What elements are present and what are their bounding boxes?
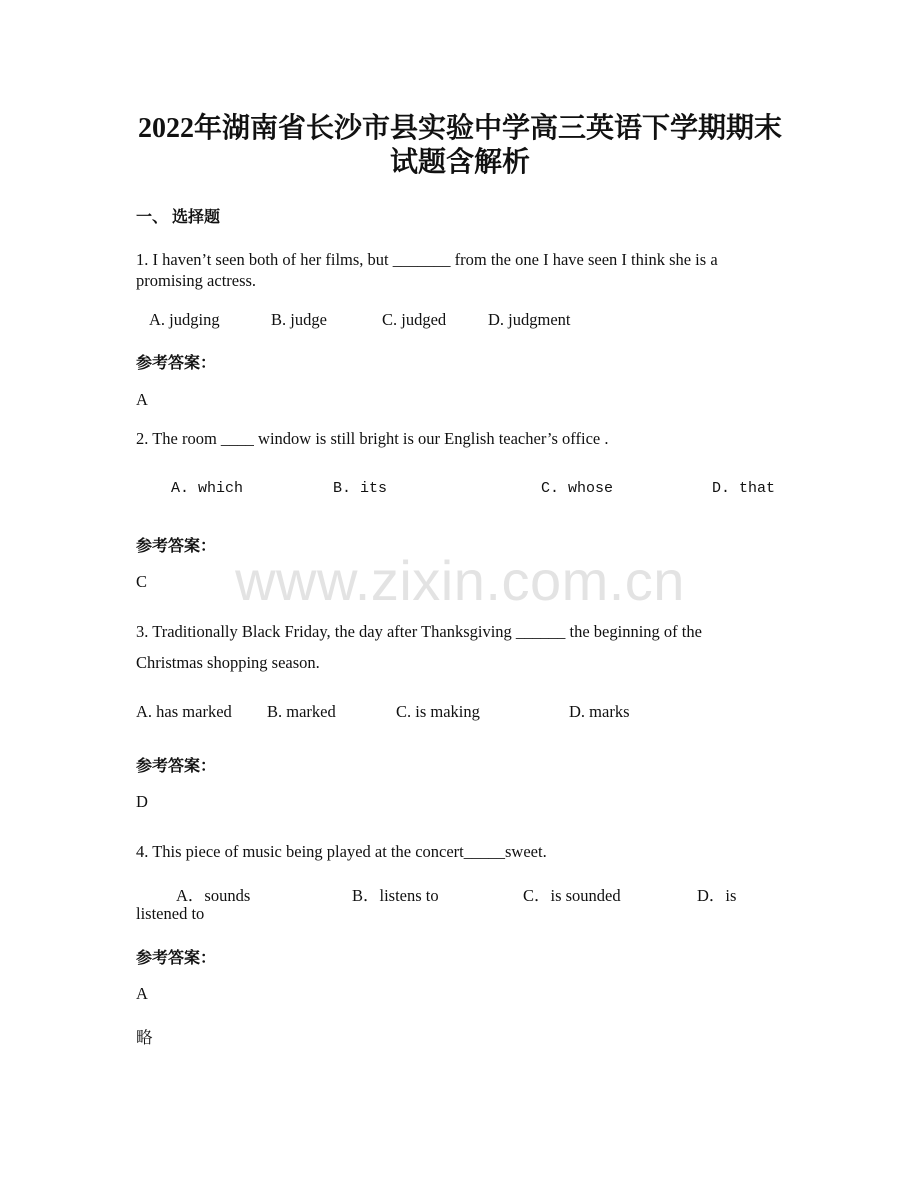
page-title-line1: 2022年湖南省长沙市县实验中学高三英语下学期期末	[137, 113, 782, 144]
question-4-option-a: A．sounds	[176, 886, 251, 905]
question-1-option-c: C. judged	[382, 310, 447, 329]
question-1-option-b: B. judge	[271, 310, 327, 329]
question-1-stem-line1: 1. I haven’t seen both of her films, but _______ from the one I have seen I think she is a	[136, 250, 718, 269]
question-3-answer-label: 参考答案：	[136, 758, 217, 775]
question-3-option-c: C. is making	[396, 702, 480, 721]
question-4-answer-label: 参考答案：	[136, 950, 217, 967]
question-2-answer-label: 参考答案：	[136, 538, 217, 555]
question-2-option-b: B. its	[333, 480, 388, 497]
question-3-option-b: B. marked	[267, 702, 336, 721]
question-4-option-b: B．listens to	[352, 886, 439, 905]
page-title-line2: 试题含解析	[389, 147, 530, 178]
question-4-option-d: D．is	[697, 886, 737, 905]
question-4-note: 略	[136, 1028, 153, 1047]
question-4-answer: A	[136, 984, 148, 1003]
question-1-answer-label: 参考答案：	[136, 355, 217, 372]
question-3-answer: D	[136, 792, 148, 811]
question-4-option-c: C．is sounded	[523, 886, 621, 905]
question-2-option-d: D. that	[712, 480, 776, 497]
question-2-option-c: C. whose	[541, 480, 614, 497]
watermark: www.zixin.com.cn	[235, 549, 685, 612]
question-1-answer: A	[136, 390, 148, 409]
question-3-option-d: D. marks	[569, 702, 630, 721]
question-3-stem-line2: Christmas shopping season.	[136, 653, 320, 672]
section-heading: 一、 选择题	[136, 209, 221, 226]
question-1-stem-line2: promising actress.	[136, 271, 257, 290]
question-2-option-a: A. which	[171, 480, 244, 497]
question-1-option-a: A. judging	[149, 310, 220, 329]
question-3-stem-line1: 3. Traditionally Black Friday, the day after Thanksgiving ______ the beginning of the	[136, 622, 702, 641]
question-2-answer: C	[136, 572, 148, 591]
question-4-option-d-continuation: listened to	[136, 904, 205, 923]
question-4-stem-line1: 4. This piece of music being played at the concert_____sweet.	[136, 842, 547, 861]
question-2-stem-line1: 2. The room ____ window is still bright is our English teacher’s office .	[136, 429, 609, 448]
question-3-option-a: A. has marked	[136, 702, 232, 721]
question-1-option-d: D. judgment	[488, 310, 571, 329]
